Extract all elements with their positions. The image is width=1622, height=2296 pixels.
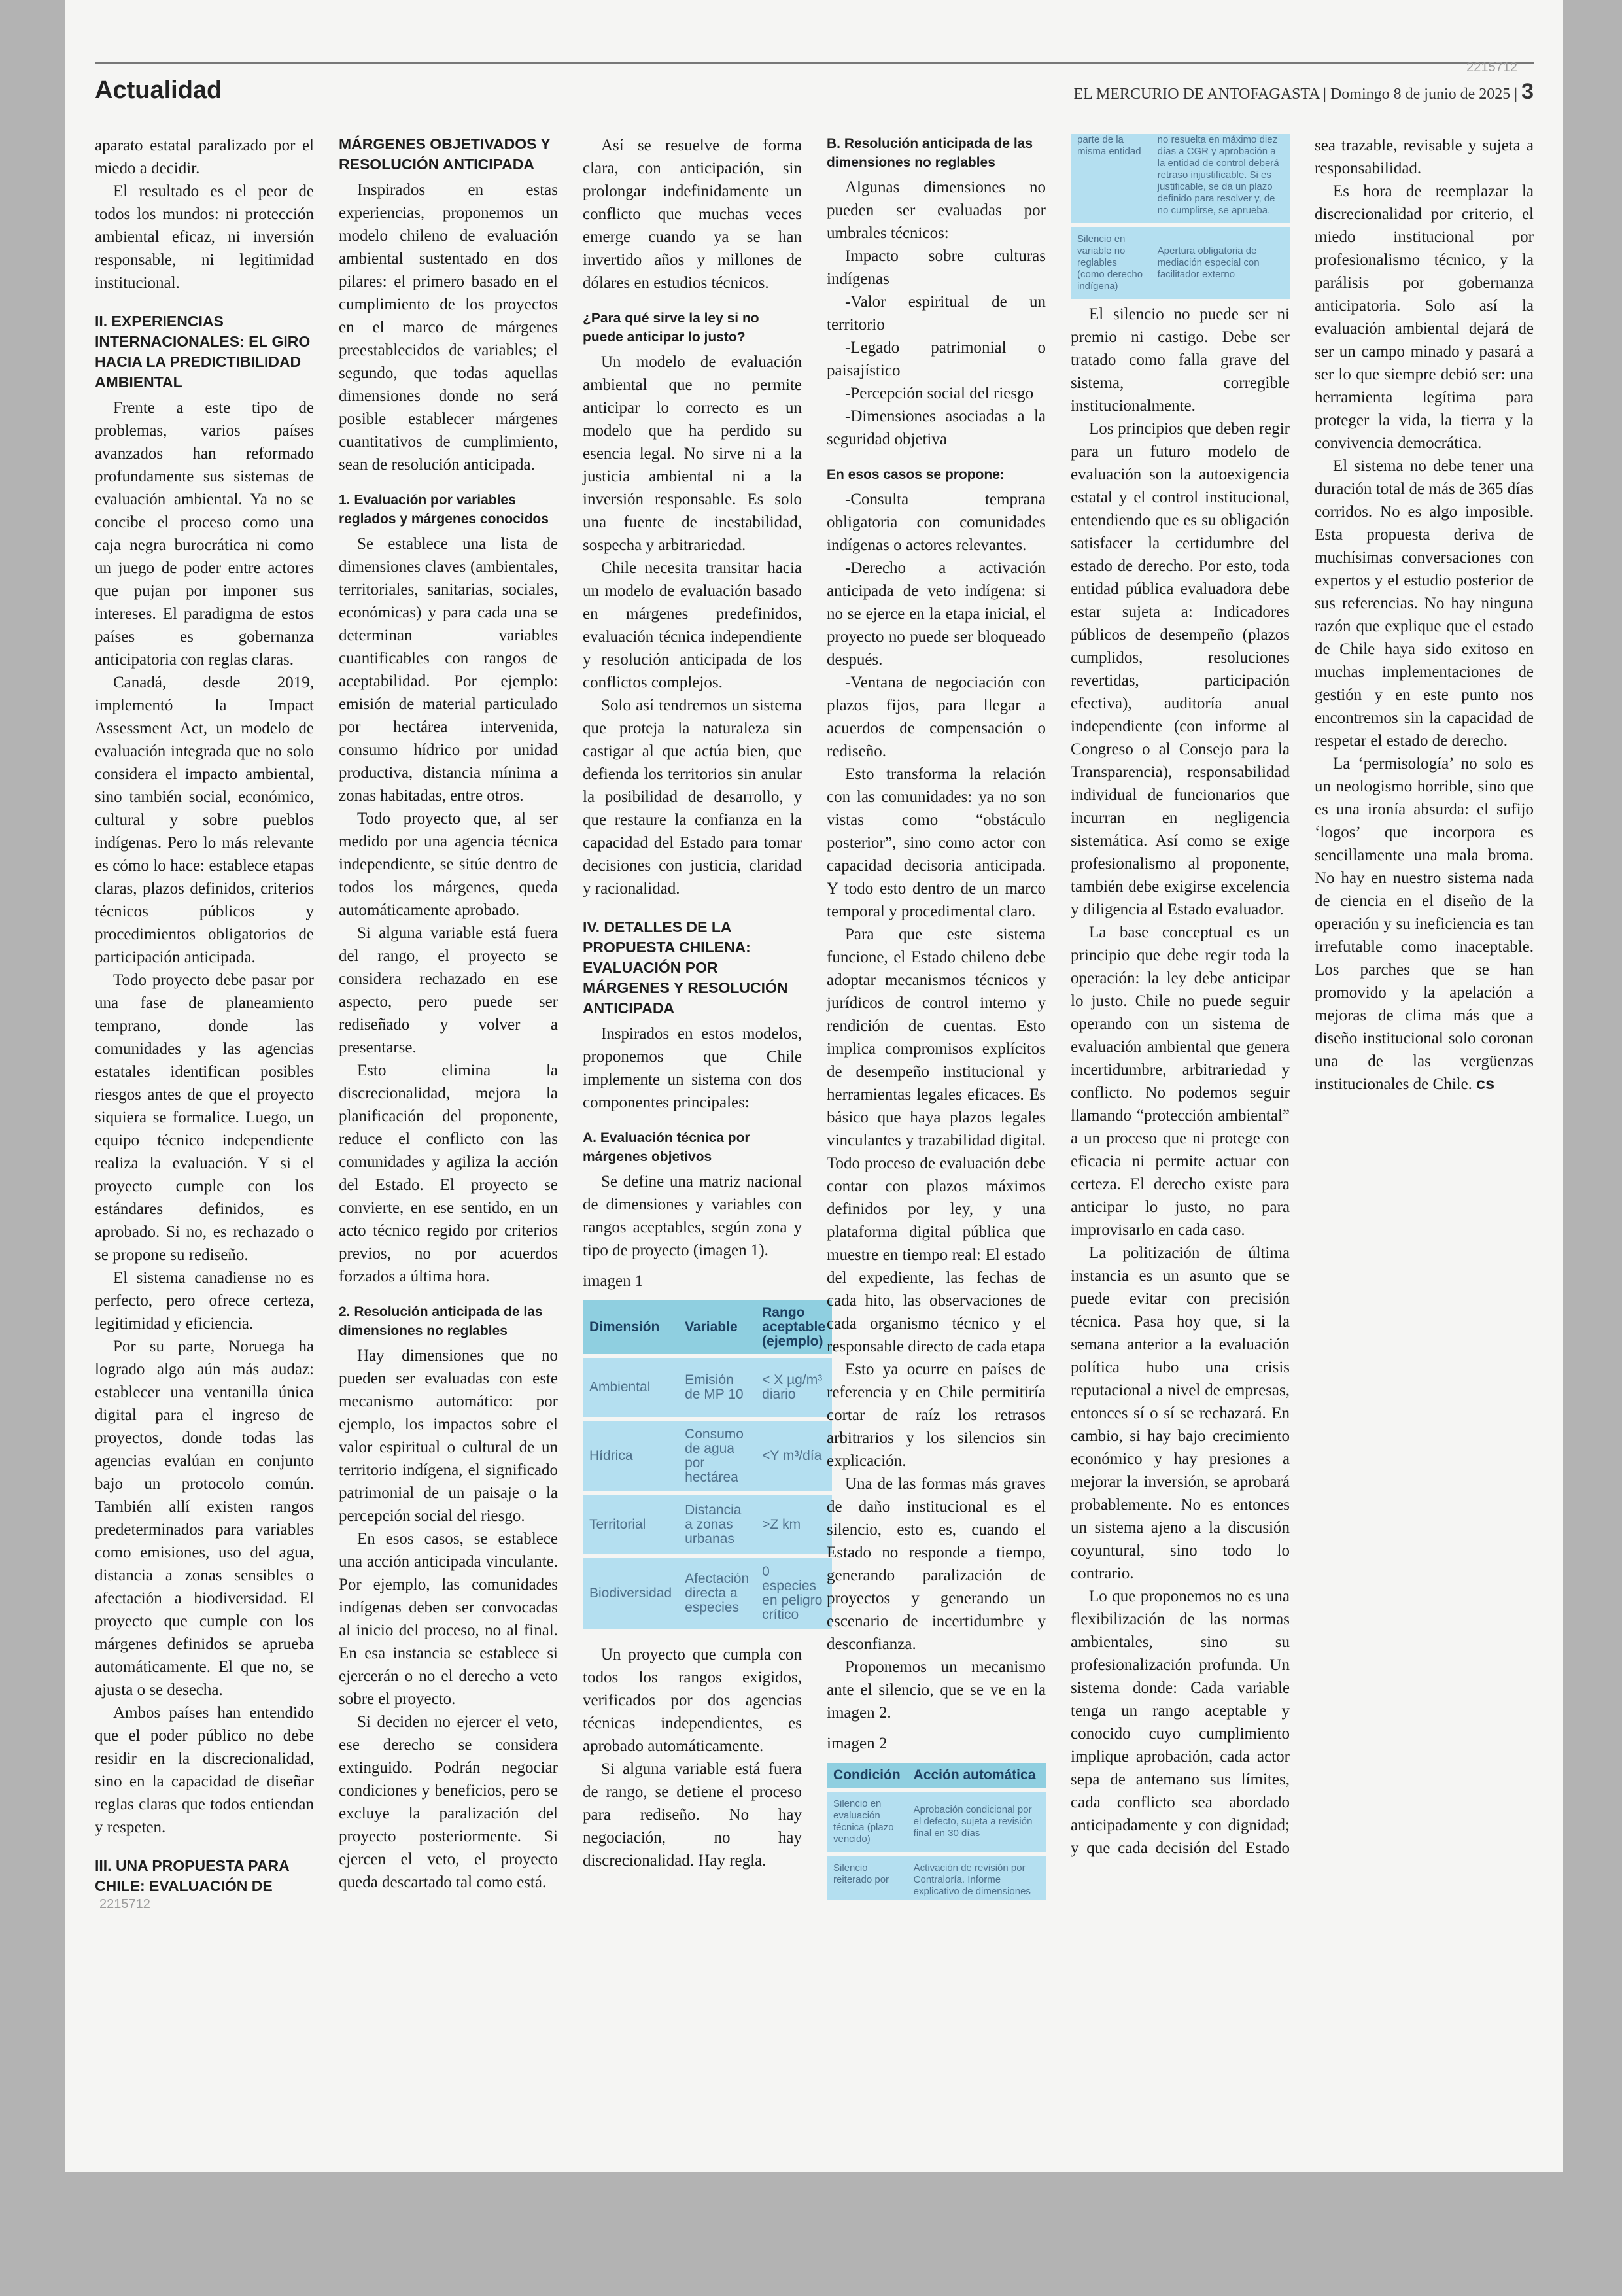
article-paragraph — [583, 557, 802, 694]
paragraph-text: Esto transforma la relación con las comunidades: ya no son vistas como “obstáculo posterior”, sino como actor con capacidad decisoria anticipada. Y todo esto dentro de un marco temporal y procedimental claro. — [827, 765, 1046, 920]
article-paragraph — [1315, 180, 1534, 455]
article-paragraph — [827, 488, 1046, 557]
paragraph-text: Por su parte, Noruega ha logrado algo aún más audaz: establecer una ventanilla única digital para el ingreso de proyectos, donde todas las agencias evalúan en conjunto bajo un protocolo común. También allí existen rangos predeterminados para variables como emisiones, uso del agua, distancia a zonas sensibles o afectación a biodiversidad. El proyecto que cumple con los márgenes definidos se aprueba automáticamente. El que no, se ajusta o se desecha. — [95, 1338, 314, 1699]
archive-stamp-top: 2215712 — [1466, 60, 1517, 75]
archive-stamp-bottom: 2215712 — [99, 1897, 150, 1911]
paragraph-text: Así se resuelve de forma clara, con anticipación, sin prolongar indefinidamente un conflicto que muchas veces emerge cuando ya se han invertido años y millones de dólares en estudios técnicos. — [583, 137, 802, 292]
paragraph-text: Los principios que deben regir para un futuro modelo de evaluación son la autoexigencia estatal y el control institucional, entendiendo que es su obligación satisfacer la certidumbre del estado de derecho. Por esto, toda entidad pública evaluadora debe estar sujeta a: Indicadores públicos de desempeño (plazos cumplidos, resoluciones revertidas, participación efectiva), auditoría anual independiente (con informe al Congreso o al Consejo para la Transparencia), responsabilidad individual de funcionarios que incurran en negligencia sistemática. Así como se exige profesionalismo al proponente, también debe exigirse excelencia y diligencia al Estado evaluador. — [1071, 420, 1290, 918]
paragraph-text: -Percepción social del riesgo — [845, 385, 1034, 402]
article-paragraph — [583, 1643, 802, 1758]
paragraph-text: Lo que proponemos no es una flexibilización de las normas ambientales, sino su profesionalización profunda. Un sistema donde: Cada variable tenga un rango aceptable y conocido cuyo cumplimiento implique aprobación, cada actor sepa de antemano sus límites, cada conflicto sea abordado anticipadamente y con dignidad; y que cada decisión del Estado sea trazable, revisable y sujeta a responsabilidad. — [1071, 137, 1534, 1857]
article-paragraph — [827, 176, 1046, 245]
paragraph-text: aparato estatal paralizado por el miedo a decidir. — [95, 137, 314, 177]
end-mark: cs — [1476, 1075, 1494, 1093]
subsection-heading: ¿Para qué sirve la ley si no puede anticipar lo justo? — [583, 311, 759, 345]
table-cell: <Y m³/día — [755, 1421, 832, 1491]
paragraph-text: Si alguna variable está fuera de rango, se detiene el proceso para rediseño. No hay negociación, no hay discrecionalidad. Hay regla. — [583, 1760, 802, 1870]
article-paragraph — [95, 671, 314, 969]
figure-1-table — [583, 1296, 832, 1633]
table-cell: Emisión de MP 10 — [678, 1358, 755, 1417]
table-row — [583, 1495, 832, 1554]
table-cell: Aprobación condicional por el defecto, sujeta a revisión final en 30 días — [907, 1792, 1046, 1852]
article-paragraph — [827, 405, 1046, 451]
paragraph-text: El resultado es el peor de todos los mundos: ni protección ambiental eficaz, ni inversión responsable, ni legitimidad institucional. — [95, 183, 314, 292]
publication-line — [1074, 79, 1534, 105]
paragraph-text: -Valor espiritual de un territorio — [827, 293, 1046, 334]
article-paragraph — [95, 396, 314, 671]
article-paragraph — [1071, 1242, 1290, 1585]
table-header-cell: Acción automática — [907, 1763, 1046, 1788]
article-body — [95, 134, 1534, 1900]
article-paragraph — [827, 1656, 1046, 1724]
paragraph-text: Frente a este tipo de problemas, varios países avanzados han reformado profundamente sus sistemas de evaluación ambiental. Ya no se concibe el proceso como una caja negra burocrática ni como un juego de poder entre actores que pujan por imponer sus intereses. El paradigma de estos países es gobernanza anticipatoria con reglas claras. — [95, 399, 314, 669]
paragraph-text: Canadá, desde 2019, implementó la Impact Assessment Act, un modelo de evaluación integrada que no solo considera el impacto ambiental, sino también social, económico, cultural y sobre pueblos indígenas. Pero lo más relevante es cómo lo hace: establece etapas claras, plazos definidos, criterios técnicos públicos y procedimientos obligatorios de participación anticipada. — [95, 674, 314, 966]
paragraph-text: Inspirados en estas experiencias, proponemos un modelo chileno de evaluación ambiental sustentado en dos pilares: el primero basado en el cumplimiento de los proyectos en el marco de márgenes preestablecidos de variables; el segundo, que todas aquellas dimensiones donde no será posible establecer márgenes cuantitativos de cumplimiento, sean de resolución anticipada. — [339, 181, 558, 474]
article-paragraph — [827, 245, 1046, 290]
article-paragraph — [95, 969, 314, 1266]
section-name: Actualidad — [95, 77, 222, 104]
figure-1-label: imagen 1 — [583, 1272, 644, 1290]
article-paragraph — [1071, 417, 1290, 921]
section-heading: IV. DETALLES DE LA PROPUESTA CHILENA: EVALUACIÓN POR MÁRGENES Y RESOLUCIÓN ANTICIPADA — [583, 918, 788, 1017]
paragraph-text: Si alguna variable está fuera del rango, el proyecto se considera rechazado en ese aspecto, pero puede ser rediseñado y volver a presentarse. — [339, 924, 558, 1056]
figure-2-label: imagen 2 — [827, 1735, 888, 1752]
paragraph-text: Todo proyecto debe pasar por una fase de planeamiento temprano, donde las comunidades y las agencias estatales identifican posibles riesgos antes de que el proyecto siquiera se formalice. Luego, un equipo técnico independiente realiza la evaluación. Y si el proyecto cumple con los estándares definidos, es aprobado. Si no, es rechazado o se propone su rediseño. — [95, 971, 314, 1264]
table-row — [583, 1558, 832, 1629]
article-paragraph — [827, 923, 1046, 1358]
paragraph-text: Un proyecto que cumpla con todos los rangos exigidos, verificados por dos agencias técnicas independientes, es aprobado automáticamente. — [583, 1646, 802, 1755]
section-heading: III. UNA PROPUESTA PARA CHILE: EVALUACIÓN DE MÁRGENES OBJETIVADOS Y RESOLUCIÓN ANTICIPADA — [95, 135, 551, 1894]
article-paragraph — [95, 1701, 314, 1839]
article-paragraph — [827, 290, 1046, 336]
article-paragraph — [583, 1022, 802, 1114]
table-header-cell: Dimensión — [583, 1300, 678, 1354]
subsection-heading: 2. Resolución anticipada de las dimensiones no reglables — [339, 1304, 543, 1338]
paragraph-text: La ‘permisología’ no solo es un neologismo horrible, sino que es una ironía absurda: el sufijo ‘logos’ que incorpora es sencillamente una mala broma. No hay en nuestro sistema nada de ciencia en el diseño de la operación y su ineficiencia es tan irrefutable como inaceptable. Los parches que se han promovido y la apelación a mejoras de clima más que a diseño institucional solo coronan una de las vergüenzas institucionales de Chile. — [1315, 755, 1534, 1093]
paragraph-text: Hay dimensiones que no pueden ser evaluadas con este mecanismo automático: por ejemplo, los impactos sobre el valor espiritual o cultural de un territorio indígena, el significado patrimonial de un paisaje o la percepción social del riesgo. — [339, 1347, 558, 1525]
subsection-heading: 1. Evaluación por variables reglados y márgenes conocidos — [339, 493, 549, 527]
table-cell: Activación de revisión por Contraloría. Informe explicativo de dimensiones no resuelta en máximo diez días a CGR y aprobación a la entidad de control deberá retraso injustificable. Si es justificable, se da un plazo definido para resolver y, de no cumplirse, se aprueba. — [907, 134, 1290, 1900]
newspaper-page — [65, 0, 1563, 2172]
article-paragraph — [95, 134, 314, 180]
article-paragraph — [95, 180, 314, 294]
page-number: 3 — [1521, 79, 1534, 104]
table-cell: Distancia a zonas urbanas — [678, 1495, 755, 1554]
table-cell: Consumo de agua por hectárea — [678, 1421, 755, 1491]
paragraph-text: -Consulta temprana obligatoria con comunidades indígenas o actores relevantes. — [827, 491, 1046, 554]
subsection-heading: En esos casos se propone: — [827, 467, 1005, 482]
article-paragraph — [1315, 455, 1534, 752]
paragraph-text: -Derecho a activación anticipada de veto indígena: si no se ejerce en la etapa inicial, el proyecto no puede ser bloqueado después. — [827, 559, 1046, 669]
table-header-cell: Rango aceptable (ejemplo) — [755, 1300, 832, 1354]
table-cell: Biodiversidad — [583, 1558, 678, 1629]
article-paragraph — [339, 922, 558, 1059]
paragraph-text: Impacto sobre culturas indígenas — [827, 247, 1046, 288]
article-paragraph — [827, 1472, 1046, 1656]
table-cell: < X µg/m³ diario — [755, 1358, 832, 1417]
article-paragraph — [339, 179, 558, 476]
article-paragraph — [339, 1344, 558, 1527]
paragraph-text: Un modelo de evaluación ambiental que no permite anticipar lo correcto es un modelo que ha perdido su esencia legal. No sirve ni a la justicia ambiental ni a la inversión responsable. Es solo una fuente de inestabilidad, sospecha y arbitrariedad. — [583, 353, 802, 554]
article-paragraph — [583, 134, 802, 294]
article-paragraph — [339, 1527, 558, 1711]
article-paragraph — [827, 1358, 1046, 1472]
article-paragraph — [1315, 752, 1534, 1096]
masthead — [95, 62, 1534, 105]
table-cell: Silencio en variable no reglables (como derecho indígena) — [1071, 227, 1151, 299]
subsection-heading: A. Evaluación técnica por márgenes objetivos — [583, 1130, 750, 1164]
article-paragraph — [339, 1711, 558, 1894]
paragraph-text: El silencio no puede ser ni premio ni castigo. Debe ser tratado como falla grave del sistema, corregible institucionalmente. — [1071, 305, 1290, 415]
article-paragraph — [583, 694, 802, 900]
table-row — [1071, 227, 1290, 299]
table-cell: 0 especies en peligro crítico — [755, 1558, 832, 1629]
article-paragraph — [339, 1059, 558, 1288]
paragraph-text: -Ventana de negociación con plazos fijos, para llegar a acuerdos de compensación o rediseño. — [827, 674, 1046, 760]
table-row — [583, 1358, 832, 1417]
paragraph-text: Para que este sistema funcione, el Estado chileno debe adoptar mecanismos técnicos y jurídicos de control interno y rendición de cuentas. Esto implica compromisos explícitos de desempeño institucional y herramientas legales eficaces. Es básico que haya plazos legales vinculantes y trazabilidad digital. Todo proceso de evaluación debe contar con plazos máximos definidos por ley, y una plataforma digital pública que muestre en tiempo real: El estado del expediente, las fechas de cada hito, las observaciones de cada organismo técnico y el responsable directo de cada etapa — [827, 926, 1046, 1355]
table-header-cell: Condición — [827, 1763, 907, 1788]
article-paragraph — [827, 763, 1046, 923]
table-cell: Apertura obligatoria de mediación especial con facilitador externo — [1151, 227, 1290, 299]
table-cell: Hídrica — [583, 1421, 678, 1491]
paragraph-text: Se define una matriz nacional de dimensiones y variables con rangos aceptables, según zona y tipo de proyecto (imagen 1). — [583, 1173, 802, 1259]
paragraph-text: Se establece una lista de dimensiones claves (ambientales, territoriales, sanitarias, sociales, económicas) y para cada una se determinan variables cuantificables con rangos de aceptabilidad. Por ejemplo: emisión de material particulado por hectárea intervenida, consumo hídrico por unidad productiva, distancia mínima a zonas habitadas, entre otros. — [339, 535, 558, 805]
paragraph-text: Es hora de reemplazar la discrecionalidad por criterio, el miedo institucional por profesionalismo técnico, y la parálisis por gobernanza anticipatoria. Solo así la evaluación ambiental dejará de ser un campo minado y pasará a ser lo que siempre debió ser: una herramienta legítima para proteger la vida, la tierra y la convivencia democrática. — [1315, 183, 1534, 452]
article-paragraph — [583, 1170, 802, 1262]
paragraph-text: Ambos países han entendido que el poder público no debe residir en la discrecionalidad, sino en la capacidad de diseñar reglas claras que todos entiendan y respeten. — [95, 1704, 314, 1836]
table-cell: Afectación directa a especies — [678, 1558, 755, 1629]
paragraph-text: En esos casos, se establece una acción anticipada vinculante. Por ejemplo, las comunidades indígenas deben ser convocadas al inicio del proceso, no al final. En esa instancia se establece si ejercerán o no el derecho a veto sobre el proyecto. — [339, 1530, 558, 1708]
article-paragraph — [1071, 921, 1290, 1242]
article-paragraph — [583, 351, 802, 557]
article-paragraph — [1071, 303, 1290, 417]
table-cell: Silencio reiterado por parte de la misma entidad — [827, 134, 1151, 1900]
article-paragraph — [339, 532, 558, 807]
article-paragraph — [827, 557, 1046, 671]
paragraph-text: Chile necesita transitar hacia un modelo de evaluación basado en márgenes predefinidos, evaluación técnica independiente y resolución anticipada de los conflictos complejos. — [583, 559, 802, 691]
article-paragraph — [95, 1266, 314, 1335]
publication-date-line: EL MERCURIO DE ANTOFAGASTA | Domingo 8 de junio de 2025 | — [1073, 86, 1518, 103]
table-header-cell: Variable — [678, 1300, 755, 1354]
table-cell: Ambiental — [583, 1358, 678, 1417]
paragraph-text: Algunas dimensiones no pueden ser evaluadas por umbrales técnicos: — [827, 179, 1046, 242]
table-row — [583, 1421, 832, 1491]
article-paragraph — [95, 1335, 314, 1701]
table-cell: Territorial — [583, 1495, 678, 1554]
subsection-heading: B. Resolución anticipada de las dimensiones no reglables — [827, 136, 1033, 170]
article-paragraph — [827, 382, 1046, 405]
paragraph-text: -Legado patrimonial o paisajístico — [827, 339, 1046, 379]
paragraph-text: Proponemos un mecanismo ante el silencio, que se ve en la imagen 2. — [827, 1658, 1046, 1722]
article-paragraph — [583, 1758, 802, 1872]
paragraph-text: Todo proyecto que, al ser medido por una agencia técnica independiente, se sitúe dentro de todos los márgenes, queda automáticamente aprobado. — [339, 810, 558, 919]
paragraph-text: El sistema canadiense no es perfecto, pero ofrece certeza, legitimidad y eficiencia. — [95, 1269, 314, 1332]
article-paragraph — [827, 671, 1046, 763]
paragraph-text: Esto elimina la discrecionalidad, mejora la planificación del proponente, reduce el conflicto con las comunidades y agiliza la acción del Estado. El proyecto se convierte, en ese sentido, en un acto técnico regido por criterios previos, no por acuerdos forzados a última hora. — [339, 1062, 558, 1285]
table-cell: >Z km — [755, 1495, 832, 1554]
paragraph-text: Una de las formas más graves de daño institucional es el silencio, esto es, cuando el Estado no responde a tiempo, generando paralización de proyectos y generando un escenario de incertidumbre y desconfianza. — [827, 1475, 1046, 1653]
paragraph-text: -Dimensiones asociadas a la seguridad objetiva — [827, 408, 1046, 448]
article-paragraph — [339, 807, 558, 922]
paragraph-text: Solo así tendremos un sistema que proteja la naturaleza sin castigar al que actúa bien, que defienda los territorios sin anular la posibilidad de desarrollo, y que restaure la confianza en la capacidad del Estado para tomar decisiones con justicia, claridad y racionalidad. — [583, 697, 802, 897]
article-paragraph — [827, 336, 1046, 382]
paragraph-text: La base conceptual es un principio que debe regir toda la operación: la ley debe anticipar lo justo. Chile no puede seguir operando con un sistema de evaluación ambiental que genera incertidumbre, arbitrariedad y conflicto. No podemos seguir llamando “protección ambiental” a un proceso que ni protege con eficacia ni permite actuar con certeza. El derecho existe para anticipar lo justo, no para improvisarlo en cada caso. — [1071, 924, 1290, 1239]
paragraph-text: El sistema no debe tener una duración total de más de 365 días corridos. No es algo imposible. Esta propuesta deriva de muchísimas conversaciones con expertos y el estudio posterior de sus referencias. No hay ninguna razón que explique que el estado de Chile haya sido exitoso en muchas implementaciones de gestión y en este punto nos encontremos sin la capacidad de respetar el estado de derecho. — [1315, 457, 1534, 750]
paragraph-text: Esto ya ocurre en países de referencia y en Chile permitiría cortar de raíz los retrasos arbitrarios y los silencios sin explicación. — [827, 1361, 1046, 1470]
paragraph-text: Inspirados en estos modelos, proponemos que Chile implemente un sistema con dos componentes principales: — [583, 1025, 802, 1111]
figure-1 — [583, 1270, 826, 1633]
table-row — [827, 1792, 1046, 1852]
paragraph-text: Si deciden no ejercer el veto, ese derecho se considera extinguido. Podrán negociar condiciones y beneficios, pero se excluye la paralización del proyecto posteriormente. Si ejercen el veto, el proyecto queda descartado tal como está. — [339, 1713, 558, 1891]
section-heading: II. EXPERIENCIAS INTERNACIONALES: EL GIRO HACIA LA PREDICTIBILIDAD AMBIENTAL — [95, 313, 311, 391]
table-cell: Silencio en evaluación técnica (plazo vencido) — [827, 1792, 907, 1852]
paragraph-text: La politización de última instancia es un asunto que se puede evitar con precisión técnica. Pasa hoy que, si la semana anterior a la evaluación política hubo una crisis reputacional a nivel de empresas, entonces sí o sí se rechazará. En cambio, si hay bajo crecimiento económico y hay presiones a mejorar la inversión, se aprobará probablemente. No es entonces un sistema ajeno a la discusión coyuntural, sino todo lo contrario. — [1071, 1244, 1290, 1582]
